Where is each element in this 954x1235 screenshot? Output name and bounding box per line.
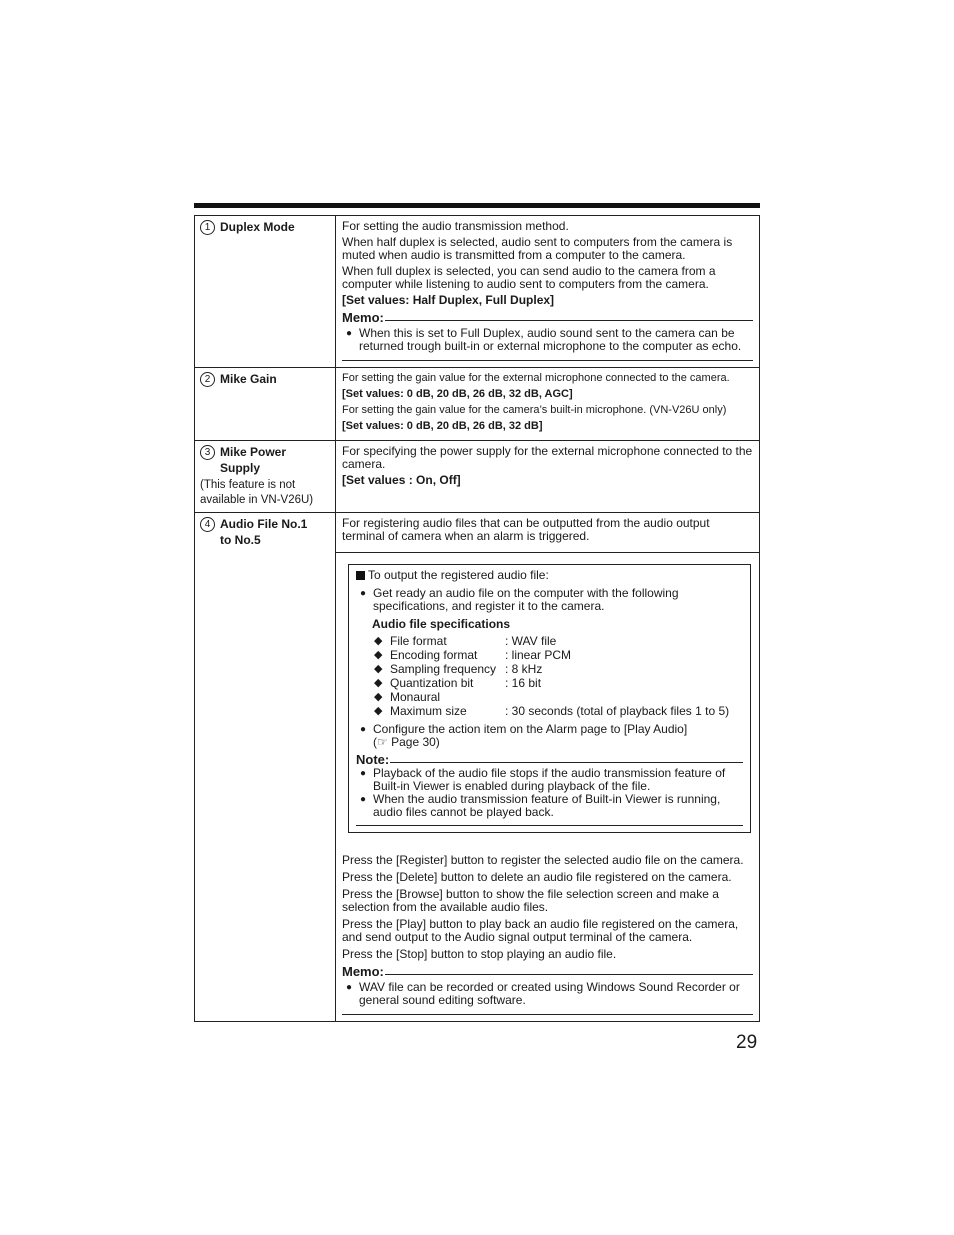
bullet-icon: ● <box>360 768 367 779</box>
description-text: When full duplex is selected, you can send audio to the camera from a computer while listening to audio sent to computers from the camera. <box>342 264 716 291</box>
circled-number: 4 <box>200 517 215 532</box>
spec-row <box>374 690 743 704</box>
bullet-icon: ● <box>360 588 367 599</box>
setting-label <box>220 516 307 548</box>
table-row-mike-power-supply <box>195 441 760 513</box>
note-heading <box>356 752 743 767</box>
setting-label: Mike Gain <box>220 372 277 386</box>
bullet-icon: ● <box>346 328 353 339</box>
description-text: For specifying the power supply for the external microphone connected to the camera. <box>342 444 753 471</box>
setting-label: Duplex Mode <box>220 220 295 234</box>
instruction-text: Press the [Register] button to register the selected audio file on the camera. <box>342 853 744 867</box>
instruction-text <box>373 723 743 749</box>
set-values: [Set values : On, Off] <box>342 473 461 487</box>
note-text: When the audio transmission feature of Built-in Viewer is running, audio files cannot be played back. <box>373 792 721 819</box>
instruction-text: Press the [Browse] button to show the file selection screen and make a selection from the available audio files. <box>342 887 719 914</box>
memo-title: Memo: <box>342 964 384 979</box>
memo-heading <box>342 964 753 979</box>
square-bullet-icon <box>356 571 365 580</box>
page-number: 29 <box>736 1032 758 1053</box>
memo-item <box>346 327 753 353</box>
description-cell <box>336 216 760 368</box>
description-text: When half duplex is selected, audio sent to computers from the camera is muted when audio is transmitted from a computer to the camera. <box>342 235 733 262</box>
spec-key: Encoding format <box>390 648 478 662</box>
page-reference: (☞ Page 30) <box>373 735 440 749</box>
spec-row <box>374 704 743 718</box>
label-cell <box>195 368 336 441</box>
spec-value: : 8 kHz <box>505 662 543 676</box>
label-cell <box>195 513 336 1022</box>
memo-text: WAV file can be recorded or created using Windows Sound Recorder or general sound editing software. <box>359 980 740 1007</box>
description-cell <box>336 553 760 1022</box>
instruction-text: Press the [Stop] button to stop playing an audio file. <box>342 947 617 961</box>
spec-row <box>374 634 743 648</box>
table-row-mike-gain <box>195 368 760 441</box>
label-cell <box>195 441 336 513</box>
spec-key: Quantization bit <box>390 676 474 690</box>
diamond-icon: ◆ <box>374 649 383 661</box>
spec-value: : 30 seconds (total of playback files 1 to 5) <box>505 704 730 718</box>
set-values: [Set values: Half Duplex, Full Duplex] <box>342 293 555 307</box>
note-title: Note: <box>356 752 390 767</box>
table-row-audio-file <box>195 513 760 553</box>
setting-label-line: Mike Power <box>220 445 287 459</box>
top-rule <box>194 203 760 208</box>
memo-heading <box>342 310 753 325</box>
circled-number: 3 <box>200 445 215 460</box>
description-cell <box>336 441 760 513</box>
spec-row <box>374 662 743 676</box>
circled-number: 1 <box>200 220 215 235</box>
note-item <box>360 793 743 819</box>
spec-key: File format <box>390 634 447 648</box>
diamond-icon: ◆ <box>374 663 383 675</box>
bullet-icon: ● <box>346 982 353 993</box>
memo-text: When this is set to Full Duplex, audio sound sent to the camera can be returned trough built-in or external microphone to the computer as echo. <box>359 326 742 353</box>
set-values: [Set values: 0 dB, 20 dB, 26 dB, 32 dB, AGC] <box>342 388 573 400</box>
diamond-icon: ◆ <box>374 691 383 703</box>
instruction-line: Configure the action item on the Alarm page to [Play Audio] <box>373 722 688 736</box>
instruction-text: Press the [Delete] button to delete an audio file registered on the camera. <box>342 870 732 884</box>
memo-end-rule <box>342 360 753 361</box>
instruction-text: Get ready an audio file on the computer with the following specifications, and register it to the camera. <box>373 586 679 613</box>
instruction-box <box>348 564 751 833</box>
description-text: For setting the audio transmission method. <box>342 219 569 233</box>
spec-value: : 16 bit <box>505 676 542 690</box>
memo-title: Memo: <box>342 310 384 325</box>
box-title <box>356 569 743 582</box>
memo-item <box>346 981 753 1007</box>
memo-end-rule <box>342 1014 753 1015</box>
instruction-item <box>360 587 743 613</box>
note-item <box>360 767 743 793</box>
spec-value <box>505 690 743 704</box>
bullet-icon: ● <box>360 794 367 805</box>
box-title-text: To output the registered audio file: <box>368 568 549 582</box>
diamond-icon: ◆ <box>374 635 383 647</box>
description-text: For registering audio files that can be outputted from the audio output terminal of camera when an alarm is triggered. <box>342 516 710 543</box>
settings-table <box>194 215 760 1022</box>
description-cell <box>336 513 760 553</box>
instruction-item <box>360 723 743 749</box>
diamond-icon: ◆ <box>374 677 383 689</box>
set-values: [Set values: 0 dB, 20 dB, 26 dB, 32 dB] <box>342 420 543 432</box>
label-note: (This feature is not available in VN-V26U) <box>200 479 314 506</box>
description-text: For setting the gain value for the external microphone connected to the camera. <box>342 372 730 384</box>
description-cell <box>336 368 760 441</box>
setting-label <box>220 444 286 476</box>
diamond-icon: ◆ <box>374 705 383 717</box>
spec-key: Monaural <box>390 690 441 704</box>
bullet-icon: ● <box>360 724 367 735</box>
spec-key: Sampling frequency <box>390 662 497 676</box>
note-end-rule <box>356 825 743 826</box>
spec-value: : linear PCM <box>505 648 572 662</box>
spec-row <box>374 676 743 690</box>
note-text: Playback of the audio file stops if the audio transmission feature of Built-in Viewer is enabled during playback of the file. <box>373 766 726 793</box>
spec-key: Maximum size <box>390 704 467 718</box>
spec-heading: Audio file specifications <box>372 617 511 631</box>
instruction-text: Press the [Play] button to play back an audio file registered on the camera, and send output to the Audio signal output terminal of the camera. <box>342 917 739 944</box>
label-cell <box>195 216 336 368</box>
circled-number: 2 <box>200 372 215 387</box>
button-instructions <box>336 833 759 1021</box>
setting-label-line: Supply <box>220 461 261 475</box>
spec-row <box>374 648 743 662</box>
setting-label-line: to No.5 <box>220 533 261 547</box>
spec-value: : WAV file <box>505 634 557 648</box>
table-row-duplex-mode <box>195 216 760 368</box>
setting-label-line: Audio File No.1 <box>220 517 308 531</box>
description-text: For setting the gain value for the camera’s built-in microphone. (VN-V26U only) <box>342 404 727 416</box>
